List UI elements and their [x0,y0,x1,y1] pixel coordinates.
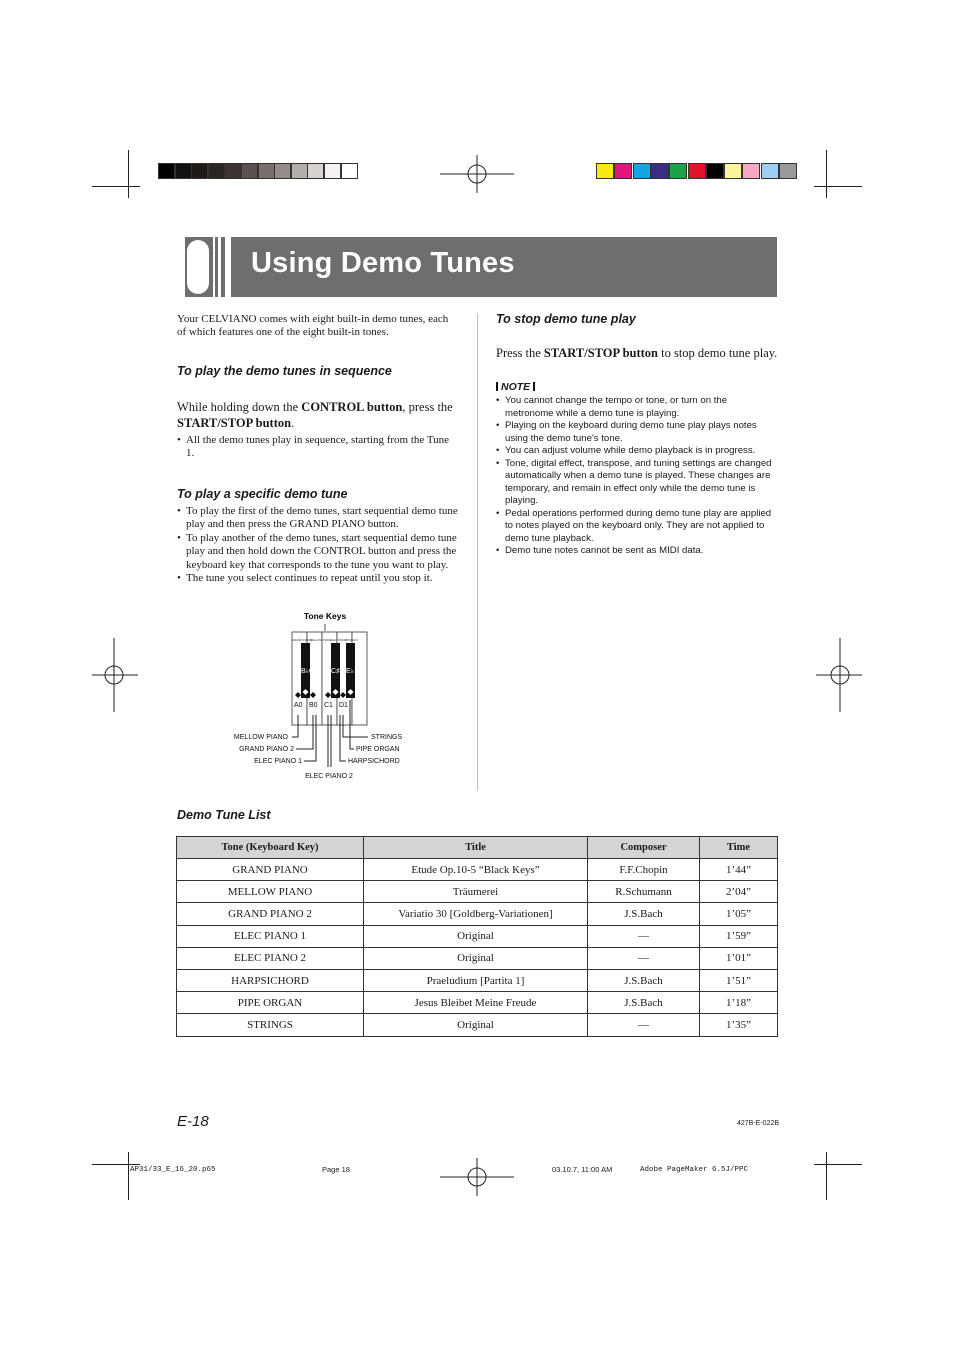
table-cell: 1’51” [700,969,778,991]
gray-swatch [307,163,324,179]
sequence-heading: To play the demo tunes in sequence [177,364,392,378]
table-heading: Demo Tune List [177,808,271,822]
list-item: • You cannot change the tempo or tone, or turn on the metronome while a demo tune is playing. [496,395,778,420]
sequence-bullets [177,434,460,461]
table-row [177,947,778,969]
table-cell: PIPE ORGAN [177,992,364,1014]
gray-swatch [274,163,291,179]
table-cell: J.S.Bach [588,992,700,1014]
table-cell: ELEC PIANO 2 [177,947,364,969]
specific-bullets [177,505,460,585]
label-elec-piano-2: ELEC PIANO 2 [305,773,353,780]
svg-text:C1: C1 [324,702,333,709]
list-item: • To play another of the demo tunes, start sequential demo tune play and then hold down the CONTROL button and press the keyboard key that corresponds to the tune you want to play. [177,532,460,572]
table-row [177,859,778,881]
slug-app: Adobe PageMaker 6.5J/PPC [640,1166,749,1174]
table-cell: — [588,947,700,969]
label-pipe-organ: PIPE ORGAN [356,746,400,753]
table-cell: GRAND PIANO [177,859,364,881]
label-harpsichord: HARPSICHORD [348,758,400,765]
table-cell: 1’44” [700,859,778,881]
table-cell: GRAND PIANO 2 [177,903,364,925]
table-cell: MELLOW PIANO [177,881,364,903]
table-cell: 1’01” [700,947,778,969]
table-cell: J.S.Bach [588,903,700,925]
table-cell: Original [364,947,588,969]
note-heading: NOTE [496,381,535,393]
table-cell: ELEC PIANO 1 [177,925,364,947]
table-row [177,925,778,947]
stop-heading: To stop demo tune play [496,312,636,326]
svg-text:C♯1: C♯1 [331,668,344,675]
table-cell: HARPSICHORD [177,969,364,991]
color-swatch [596,163,614,179]
label-strings: STRINGS [371,734,403,741]
color-swatch [724,163,742,179]
list-item: • You can adjust volume while demo playback is in progress. [496,445,778,458]
svg-text:A0: A0 [294,702,303,709]
page-title: Using Demo Tunes [251,247,515,279]
table-cell: Jesus Bleibet Meine Freude [364,992,588,1014]
table-row [177,992,778,1014]
table-cell: 2’04” [700,881,778,903]
gray-swatch [158,163,175,179]
table-cell: R.Schumann [588,881,700,903]
color-swatch [633,163,651,179]
table-cell: 1’18” [700,992,778,1014]
table-cell: J.S.Bach [588,969,700,991]
gray-swatch [208,163,225,179]
table-cell: Original [364,925,588,947]
svg-text:B0: B0 [309,702,318,709]
label-elec-piano-1: ELEC PIANO 1 [254,758,302,765]
color-swatch [614,163,632,179]
demo-tune-table [176,836,778,1037]
list-item: • All the demo tunes play in sequence, starting from the Tune 1. [177,434,460,461]
banner-ornament [187,240,209,294]
table-cell: — [588,925,700,947]
table-cell: Praeludium [Partita 1] [364,969,588,991]
gray-swatch [291,163,308,179]
slug-file: AP31/33_E_16_20.p65 [130,1166,216,1174]
table-cell: Etude Op.10-5 “Black Keys” [364,859,588,881]
svg-text:GRAND PIANO: GRAND PIANO [292,638,312,642]
gray-swatch [191,163,208,179]
tone-keys-diagram [220,605,470,785]
svg-text:STRINGS: STRINGS [345,638,358,642]
table-row [177,969,778,991]
column-divider [477,313,478,791]
gray-swatch [224,163,241,179]
list-item: • Playing on the keyboard during demo tune play plays notes using the demo tune's tone. [496,420,778,445]
table-cell: 1’59” [700,925,778,947]
note-list [496,395,778,558]
sequence-instruction: While holding down the CONTROL button, press the START/STOP button. [177,400,453,430]
table-cell: Träumerei [364,881,588,903]
table-row [177,881,778,903]
svg-text:B♭0: B♭0 [301,668,313,675]
doc-code: 427B-E-022B [737,1120,780,1127]
gray-swatch [175,163,192,179]
label-mellow-piano: MELLOW PIANO [233,734,288,741]
gray-swatch [341,163,358,179]
page-number: E-18 [177,1113,209,1130]
column-header: Title [364,837,588,859]
table-cell: Original [364,1014,588,1036]
table-cell: Variatio 30 [Goldberg-Variationen] [364,903,588,925]
color-swatch [669,163,687,179]
intro-text: Your CELVIANO comes with eight built-in demo tunes, each of which features one of the eight built-in tones. [177,313,449,339]
list-item: • Tone, digital effect, transpose, and tuning settings are changed automatically when a demo tune is played. These changes are temporary, and remain in effect only while the demo tune is playing. [496,458,778,508]
column-header: Time [700,837,778,859]
svg-text:E♭1: E♭1 [346,668,358,675]
gray-swatch [324,163,341,179]
list-item: • The tune you select continues to repeat until you stop it. [177,572,460,585]
table-row [177,1014,778,1036]
list-item: • Demo tune notes cannot be sent as MIDI data. [496,545,778,558]
color-swatch [706,163,724,179]
table-cell: F.F.Chopin [588,859,700,881]
color-swatch [688,163,706,179]
column-header: Tone (Keyboard Key) [177,837,364,859]
color-swatch [761,163,779,179]
specific-heading: To play a specific demo tune [177,487,348,501]
svg-text:D1: D1 [339,702,348,709]
gray-swatch [241,163,258,179]
list-item: • To play the first of the demo tunes, start sequential demo tune play and then press the GRAND PIANO button. [177,505,460,532]
title-banner [177,237,777,297]
color-swatch [742,163,760,179]
svg-text:ELEC PIANO: ELEC PIANO [330,638,347,642]
label-grand-piano-2: GRAND PIANO 2 [239,746,294,753]
table-cell: 1’05” [700,903,778,925]
diagram-title: Tone Keys [303,611,347,621]
svg-text:MELLOW PIANO: MELLOW PIANO [310,638,332,642]
slug-date: 03.10.7, 11:00 AM [552,1165,613,1174]
table-cell: 1’35” [700,1014,778,1036]
column-header: Composer [588,837,700,859]
color-swatch [779,163,797,179]
table-row [177,903,778,925]
table-cell: — [588,1014,700,1036]
table-header-row [177,837,778,859]
gray-swatch [258,163,275,179]
slug-page: Page 18 [322,1165,350,1174]
table-cell: STRINGS [177,1014,364,1036]
list-item: • Pedal operations performed during demo tune play are applied to notes played on the keyboard only. They are not applied to demo tune playback. [496,508,778,546]
color-swatch [651,163,669,179]
stop-instruction: Press the START/STOP button to stop demo tune play. [496,346,778,360]
